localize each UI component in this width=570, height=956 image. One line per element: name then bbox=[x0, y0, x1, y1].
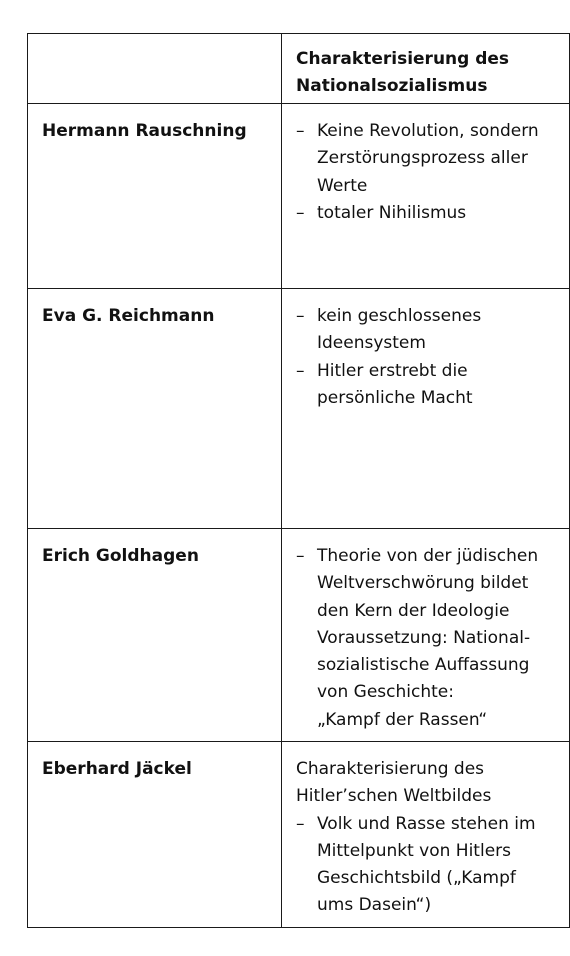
line: „Kampf der Rassen“ bbox=[317, 709, 488, 730]
line: den Kern der Ideologie bbox=[317, 600, 510, 621]
line: Keine Revolution, sondern bbox=[317, 121, 539, 141]
list-item bbox=[296, 811, 561, 920]
dash-marker: – bbox=[296, 360, 305, 381]
list-item bbox=[296, 543, 561, 734]
line: persönliche Macht bbox=[317, 387, 473, 408]
table-row bbox=[28, 529, 570, 742]
content-cell bbox=[282, 104, 570, 289]
intro-line: Hitler’schen Weltbildes bbox=[296, 786, 492, 807]
header-col2-line2: Nationalsozialismus bbox=[296, 76, 488, 96]
name-cell bbox=[28, 529, 282, 742]
name-cell bbox=[28, 742, 282, 928]
author-name: Hermann Rauschning bbox=[42, 121, 247, 141]
name-cell bbox=[28, 289, 282, 529]
line: Ideensystem bbox=[317, 333, 426, 354]
author-name: Eberhard Jäckel bbox=[42, 759, 192, 779]
table-row bbox=[28, 742, 570, 928]
list-item bbox=[296, 200, 561, 227]
author-name: Eva G. Reichmann bbox=[42, 306, 215, 326]
line: Hitler erstrebt die bbox=[317, 360, 468, 381]
header-row bbox=[28, 34, 570, 104]
bullet-list bbox=[296, 811, 561, 920]
line: von Geschichte: bbox=[317, 682, 454, 703]
dash-marker: – bbox=[296, 546, 305, 566]
line: Voraussetzung: National- bbox=[317, 627, 531, 648]
header-col2-line1: Charakterisierung des bbox=[296, 49, 510, 69]
bullet-list bbox=[296, 118, 561, 227]
dash-marker: – bbox=[296, 813, 305, 834]
line: Mittelpunkt von Hitlers bbox=[317, 840, 511, 861]
list-item bbox=[296, 118, 561, 200]
comparison-table bbox=[27, 33, 570, 928]
line: Weltverschwörung bildet bbox=[317, 573, 529, 594]
intro-line: Charakterisierung des bbox=[296, 759, 485, 779]
content-cell bbox=[282, 742, 570, 928]
dash-marker: – bbox=[296, 306, 305, 326]
line: Theorie von der jüdischen bbox=[317, 546, 539, 566]
line: totaler Nihilismus bbox=[317, 202, 467, 223]
content-cell bbox=[282, 289, 570, 529]
table-row bbox=[28, 289, 570, 529]
name-cell bbox=[28, 104, 282, 289]
line: Geschichtsbild („Kampf bbox=[317, 868, 516, 889]
header-cell-characterization bbox=[282, 34, 570, 104]
header-cell-empty bbox=[28, 34, 282, 104]
header-col1-label bbox=[28, 34, 281, 46]
dash-marker: – bbox=[296, 121, 305, 141]
line: ums Dasein“) bbox=[317, 895, 432, 916]
author-name: Erich Goldhagen bbox=[42, 546, 199, 566]
bullet-list bbox=[296, 543, 561, 734]
list-item bbox=[296, 358, 561, 413]
line: sozialistische Auffassung bbox=[317, 655, 530, 676]
line: kein geschlossenes bbox=[317, 306, 482, 326]
content-cell bbox=[282, 529, 570, 742]
list-item bbox=[296, 303, 561, 358]
line: Werte bbox=[317, 175, 368, 196]
table-row bbox=[28, 104, 570, 289]
line: Zerstörungsprozess aller bbox=[317, 148, 528, 169]
line: Volk und Rasse stehen im bbox=[317, 813, 536, 834]
bullet-list bbox=[296, 303, 561, 412]
dash-marker: – bbox=[296, 202, 305, 223]
